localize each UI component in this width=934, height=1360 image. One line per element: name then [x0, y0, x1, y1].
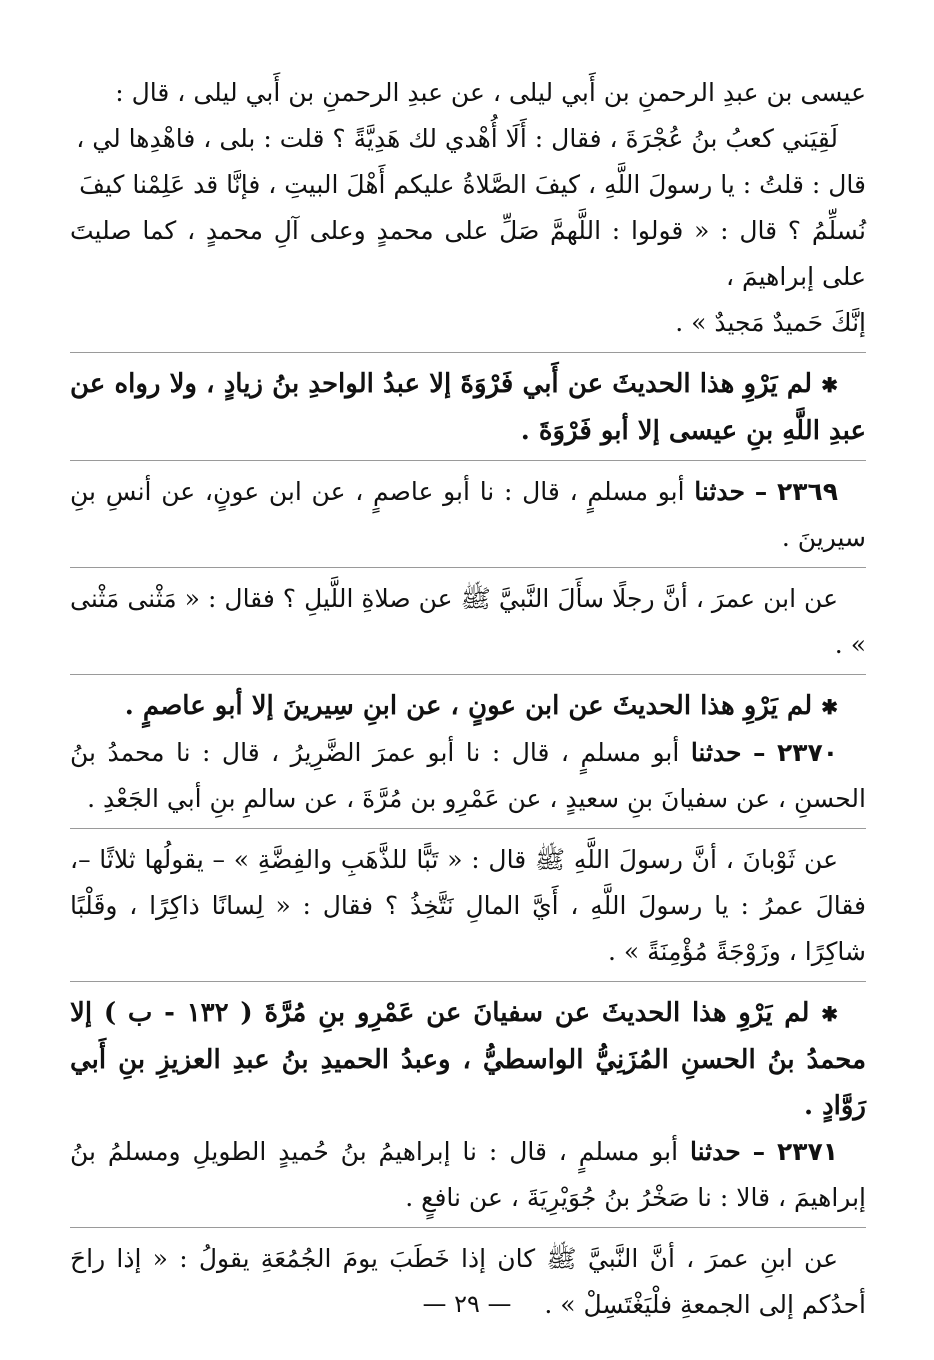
- hadith-dash: –: [752, 1137, 766, 1166]
- hadith-number: ٢٣٧٠: [776, 738, 838, 767]
- divider: [70, 567, 866, 568]
- divider: [70, 352, 866, 353]
- hadith-matn: عن ابنِ عمرَ ، أنَّ النَّبيَّ ﷺ كان إذا خَطَبَ يومَ الجُمُعَةِ يقولُ : « إذا راحَ أحدُكم إلى الجمعةِ فلْيَغْتَسِلْ » .: [70, 1244, 866, 1319]
- divider: [70, 674, 866, 675]
- hadith-dash: –: [754, 477, 768, 506]
- hadith-matn: عن ثَوْبانَ ، أنَّ رسولَ اللَّهِ ﷺ قال : « تَبًّا للذَّهَبِ والفِضَّةِ » – يقولُها ثلاثًا –، فقالَ عمرُ : يا رسولَ اللَّهِ ، أَيَّ المالِ نَتَّخِذُ ؟ فقال : « لِسانًا ذاكِرًا ، وقَلْبًا شاكِرًا ، وزَوْجَةً مُؤْمِنَةً » .: [70, 845, 866, 966]
- hadith-isnad: [70, 469, 866, 561]
- text-line: لَقِيَني كعبُ بنُ عُجْرَةَ ، فقال : أَلَا أُهْدي لك هَدِيَّةً ؟ قلت : بلى ، فاهْدِها لي ،: [76, 124, 838, 153]
- asterisk-icon: ✱: [821, 373, 838, 397]
- note-text: لم يَرْوِ هذا الحديثَ عن أَبي فَرْوَةَ إلا عبدُ الواحدِ بنُ زيادٍ ، ولا رواه عن عبدِ اللَّهِ بنِ عيسى إلا أبو فَرْوَةَ .: [70, 369, 866, 446]
- asterisk-icon: ✱: [821, 695, 838, 719]
- hadith-text-continued: [70, 70, 866, 346]
- divider: [70, 828, 866, 829]
- hadith-lead: حدثنا: [694, 477, 745, 506]
- text-line: نُسلِّمُ ؟ قال : « قولوا : اللَّهمَّ صَلِّ على محمدٍ وعلى آلِ محمدٍ ، كما صليتَ على إبراهيمَ ،: [70, 216, 866, 291]
- isnad-text: أبو مسلمٍ ، قال : نا أبو عاصمٍ ، عن ابن عونٍ، عن أنسِ بنِ سيرينَ .: [70, 477, 866, 552]
- hadith-isnad: [70, 730, 866, 822]
- isnad-text: أبو مسلمٍ ، قال : نا أبو عمرَ الضَّرِيرُ ، قال : نا محمدُ بنُ الحسنِ ، عن سفيانَ بنِ سعيدٍ ، عن عَمْرِو بن مُرَّةَ ، عن سالمِ بنِ أبي الجَعْدِ .: [70, 738, 866, 813]
- divider: [70, 460, 866, 461]
- hadith-number: ٢٣٧١: [776, 1137, 838, 1166]
- divider: [70, 981, 866, 982]
- hadith-dash: –: [752, 738, 766, 767]
- hadith-2369: [70, 469, 866, 668]
- hadith-lead: حدثنا: [690, 738, 742, 767]
- divider: [70, 1227, 866, 1228]
- note-text: لم يَرْوِ هذا الحديثَ عن ابن عونٍ ، عن ابنِ سِيرينَ إلا أبو عاصمٍ .: [124, 691, 813, 721]
- hadith-matn: عن ابن عمرَ ، أنَّ رجلًا سأَلَ النَّبيَّ ﷺ عن صلاةِ اللَّيلِ ؟ فقال : « مَثْنى مَثْنى » .: [70, 584, 866, 659]
- text-line: عيسى بن عبدِ الرحمنِ بن أَبي ليلى ، عن عبدِ الرحمنِ بن أَبي ليلى ، قال :: [115, 78, 866, 107]
- note-text: لم يَرْوِ هذا الحديثَ عن سفيانَ عن عَمْرِو بنِ مُرَّةَ ( ١٣٢ - ب ) إلا محمدُ بنُ الحسنِ المُزَنِيُّ الواسطيُّ ، وعبدُ الحميدِ بنُ عبدِ العزيزِ بنِ أَبي رَوَّادٍ .: [70, 998, 866, 1121]
- hadith-2370: [70, 730, 866, 975]
- hadith-number: ٢٣٦٩: [776, 477, 839, 506]
- hadith-isnad: [70, 1129, 866, 1221]
- editor-note: [70, 683, 866, 730]
- page-body: [70, 70, 866, 1328]
- isnad-text: أبو مسلمٍ ، قال : نا إبراهيمُ بنُ حُميدٍ الطويلِ ومسلمُ بنُ إبراهيمَ ، قالا : نا صَخْرُ بنُ جُوَيْرِيَةَ ، عن نافعٍ .: [70, 1137, 866, 1212]
- asterisk-icon: ✱: [821, 1002, 838, 1026]
- editor-note: [70, 361, 866, 454]
- hadith-lead: حدثنا: [689, 1137, 741, 1166]
- editor-note: [70, 990, 866, 1129]
- text-line: قال : قلتُ : يا رسولَ اللَّهِ ، كيفَ الصَّلاةُ عليكم أَهْلَ البيتِ ، فإنَّا قد عَلِمْنا كيفَ: [79, 170, 866, 199]
- page-number: — ٢٩ —: [422, 1290, 512, 1318]
- text-line: إنَّكَ حَميدٌ مَجيدٌ » .: [675, 308, 866, 337]
